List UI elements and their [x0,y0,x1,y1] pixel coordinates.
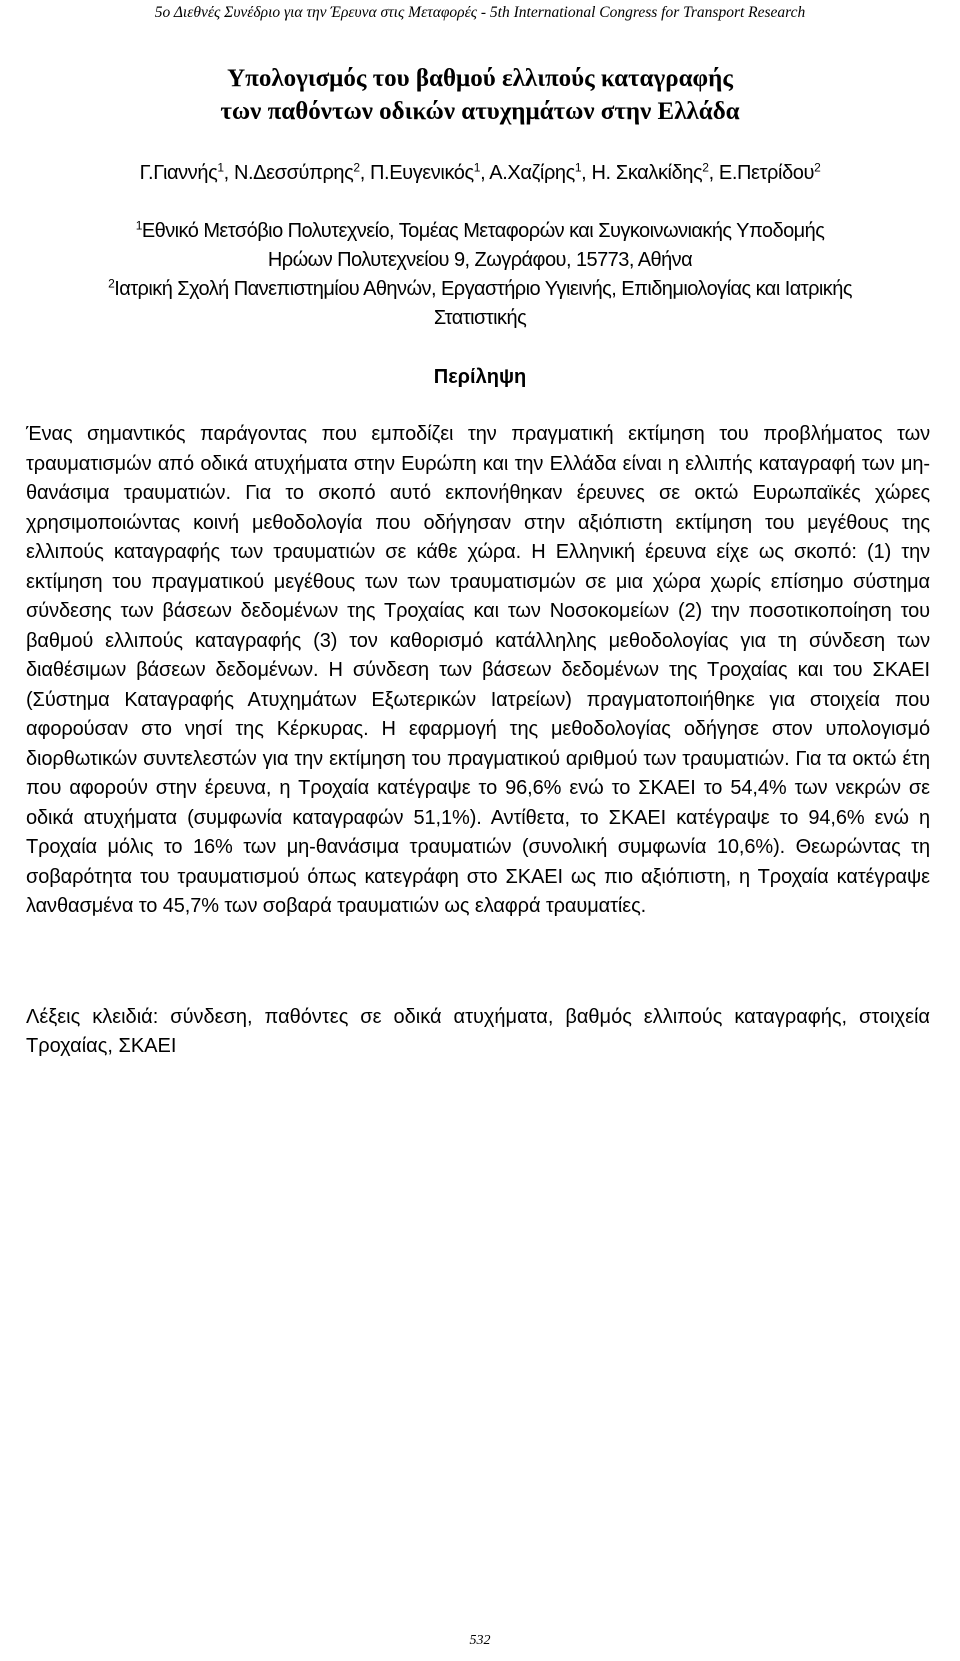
affiliation-2-line-1 [0,275,960,304]
author: Γ.Γιαννής$^1$, [139,160,234,184]
author-affiliation-marker: 1 [217,160,224,175]
author-affiliation-marker: 2 [353,160,360,175]
affiliation-2-line-2: Στατιστικής [433,307,527,329]
abstract-body: Ένας σημαντικός παράγοντας που εμποδίζει την πραγματική εκτίμηση του προβλήματος των τραυματισμών από οδικά ατυχήματα στην Ευρώπη και την Ελλάδα είναι η ελλιπής καταγραφή των μη-θανάσιμα τραυματιών. Για το σκοπό αυτό εκπονήθηκαν έρευνες σε οκτώ Ευρωπαϊκές χώρες χρησιμοποιώντας κοινή μεθοδολογία που οδήγησαν στην αξιόπιστη εκτίμηση του μεγέθους της ελλιπούς καταγραφής των τραυματιών σε κάθε χώρα. Η Ελληνική έρευνα είχε ως σκοπό: (1) την εκτίμηση του πραγματικού μεγέθους των των τραυματισμών σε μια χώρα χωρίς επίσημο σύστημα σύνδεσης των βάσεων δεδομένων της Τροχαίας και των Νοσοκομείων (2) την ποσοτικοποίηση του βαθμού ελλιπούς καταγραφής (3) τον καθορισμό κατάλληλης μεθοδολογίας για τη σύνδεση των διαθέσιμων βάσεων δεδομένων. Η σύνδεση των βάσεων δεδομένων της Τροχαίας και του ΣΚΑΕΙ (Σύστημα Καταγραφής Ατυχημάτων Εξωτερικών Ιατρείων) πραγματοποιήθηκε για στοιχεία που αφορούσαν στο νησί της Κέρκυρας. Η εφαρμογή της μεθοδολογίας οδήγησε στον υπολογισμό διορθωτικών συντελεστών για την εκτίμηση του πραγματικού αριθμού των τραυματιών. Για τα οκτώ έτη που αφορούν στην έρευνα, η Τροχαία κατέγραψε το 96,6% ενώ το ΣΚΑΕΙ το 54,4% των νεκρών σε οδικά ατυχήματα (συμφωνία καταγραφών 51,1%). Αντίθετα, το ΣΚΑΕΙ κατέγραψε το 94,6% ενώ η Τροχαία μόλις το 16% των μη-θανάσιμα τραυματιών (συνολική συμφωνία 10,6%). Θεωρώντας τη σοβαρότητα του τραυματισμού όπως κατεγράφη στο ΣΚΑΕΙ ως πιο αξιόπιστη, η Τροχαία κατέγραψε λανθασμένα το 45,7% των σοβαρά τραυματιών ως ελαφρά τραυματίες. [26,423,930,917]
affiliation-1-line-1 [0,217,960,246]
author: Π.Ευγενικός$^1$, [370,160,490,184]
keywords: Λέξεις κλειδιά: σύνδεση, παθόντες σε οδικά ατυχήματα, βαθμός ελλιπούς καταγραφής, στοιχεία Τροχαίας, ΣΚΑΕΙ [26,1006,930,1057]
paper-title-line-1: Υπολογισμός του βαθμού ελλιπούς καταγραφής [227,65,733,92]
author-affiliation-marker: 2 [814,160,821,175]
author-affiliation-marker: 1 [574,160,582,175]
affiliation-marker: 2 [108,276,115,291]
running-header: 5ο Διεθνές Συνέδριο για την Έρευνα στις Μεταφορές - 5th International Congress for Transport Research [154,4,806,21]
affiliation-marker: 1 [135,218,142,233]
affiliation-text: Ιατρική Σχολή Πανεπιστημίου Αθηνών, Εργαστήριο Υγιεινής, Επιδημιολογίας και Ιατρικής [114,278,852,300]
author-name: Ε.Πετρίδου [718,162,815,184]
page-number: 532 [469,1633,491,1648]
author: Ν.Δεσσύπρης$^2$, [233,160,371,184]
paper-title [0,62,960,128]
author-list [0,160,960,186]
author: Α.Χαζίρης$^1$, [489,160,592,184]
author-name: Γ.Γιαννής [139,162,218,184]
affiliations [0,217,960,333]
affiliation-1-line-2: Ηρώων Πολυτεχνείου 9, Ζωγράφου, 15773, Αθήνα [267,249,693,271]
affiliation-text: Εθνικό Μετσόβιο Πολυτεχνείο, Τομέας Μεταφορών και Συγκοινωνιακής Υποδομής [141,220,825,242]
abstract-heading: Περίληψη [433,366,527,388]
author [719,162,820,184]
author-affiliation-marker: 2 [702,160,709,175]
paper-title-line-2: των παθόντων οδικών ατυχημάτων στην Ελλάδα [220,98,740,125]
author-name: Ν.Δεσσύπρης [233,162,354,184]
author-name: Α.Χαζίρης [489,162,575,184]
author-name: Η. Σκαλκίδης [591,162,703,184]
author-affiliation-marker: 1 [473,160,481,175]
author: Η. Σκαλκίδης$^2$, [591,160,719,184]
author-name: Π.Ευγενικός [370,162,474,184]
